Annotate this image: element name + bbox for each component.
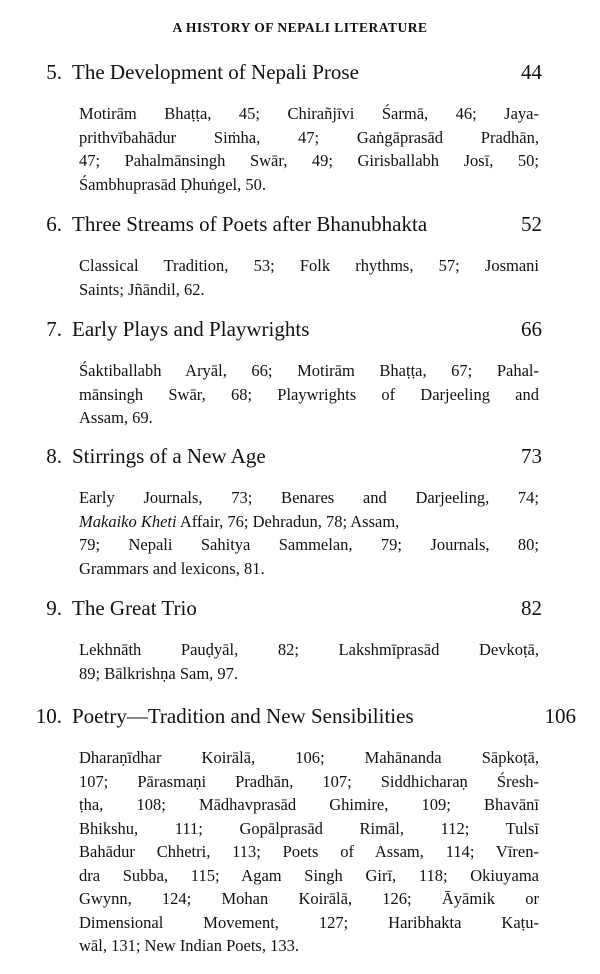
chapter-page-number: 82 bbox=[521, 596, 542, 620]
chapter-number: 5. bbox=[46, 60, 62, 84]
toc-entry-heading bbox=[0, 704, 600, 738]
contents-line: Grammars and lexicons, 81. bbox=[79, 558, 265, 578]
contents-line: Dharaṇīdhar Koirālā, 106; Mahānanda Sāpkoṭā, bbox=[79, 748, 539, 767]
chapter-contents bbox=[79, 254, 539, 301]
toc-entry-heading bbox=[0, 212, 600, 246]
contents-line: Śambhuprasād Ḍhuṅgel, 50. bbox=[79, 174, 266, 194]
toc-entry-chapter-7 bbox=[0, 317, 600, 427]
contents-line: dra Subba, 115; Agam Singh Girī, 118; Okiuyama bbox=[79, 865, 539, 885]
contents-line: Lekhnāth Pauḍyāl, 82; Lakshmīprasād Devkoṭā, bbox=[79, 640, 539, 659]
contents-line: ṭha, 108; Mādhavprasād Ghimire, 109; Bhavānī bbox=[79, 795, 539, 814]
contents-line: Śaktiballabh Aryāl, 66; Motirām Bhaṭṭa, 67; Pahal- bbox=[79, 361, 539, 380]
chapter-number: 9. bbox=[46, 596, 62, 620]
toc-entry-heading bbox=[0, 317, 600, 351]
chapter-page-number: 106 bbox=[544, 704, 576, 728]
chapter-number: 6. bbox=[46, 212, 62, 236]
toc-entry-heading bbox=[0, 444, 600, 478]
contents-line: wāl, 131; New Indian Poets, 133. bbox=[79, 936, 299, 955]
italic-title: Makaiko Kheti bbox=[79, 511, 177, 531]
chapter-page-number: 44 bbox=[521, 60, 542, 84]
chapter-title: Three Streams of Poets after Bhanubhakta bbox=[72, 212, 428, 236]
chapter-number: 7. bbox=[46, 317, 62, 341]
contents-line: prithvībahādur Siṁha, 47; Gaṅgāprasād Pradhān, bbox=[79, 127, 539, 147]
chapter-title: Stirrings of a New Age bbox=[72, 444, 266, 468]
contents-line: Classical Tradition, 53; Folk rhythms, 57; Josmani bbox=[79, 256, 539, 275]
contents-line: Early Journals, 73; Benares and Darjeeling, 74; bbox=[79, 488, 539, 507]
chapter-number: 10. bbox=[35, 704, 62, 728]
chapter-title: The Great Trio bbox=[72, 596, 197, 620]
chapter-title: The Development of Nepali Prose bbox=[72, 60, 359, 84]
contents-line: Saints; Jñāndil, 62. bbox=[79, 279, 205, 299]
toc-entry-heading bbox=[0, 60, 600, 94]
toc-entry-heading bbox=[0, 596, 600, 630]
chapter-page-number: 73 bbox=[521, 444, 542, 468]
chapter-page-number: 66 bbox=[521, 317, 542, 341]
toc-entry-chapter-9 bbox=[0, 596, 600, 683]
chapter-contents bbox=[79, 746, 539, 958]
chapter-contents bbox=[79, 638, 539, 685]
chapter-title: Poetry—Tradition and New Sensibilities bbox=[72, 704, 414, 728]
contents-line: 107; Pārasmaṇi Pradhān, 107; Siddhicharaṇ Śresh- bbox=[79, 771, 539, 791]
running-head: A HISTORY OF NEPALI LITERATURE bbox=[172, 20, 428, 35]
chapter-number: 8. bbox=[46, 444, 62, 468]
chapter-page-number: 52 bbox=[521, 212, 542, 236]
toc-entry-chapter-5 bbox=[0, 60, 600, 194]
contents-line: 79; Nepali Sahitya Sammelan, 79; Journals, 80; bbox=[79, 535, 539, 554]
contents-line: Dimensional Movement, 127; Haribhakta Kaṭu- bbox=[79, 912, 539, 932]
chapter-contents bbox=[79, 359, 539, 430]
chapter-contents bbox=[79, 102, 539, 196]
contents-line: Assam, 69. bbox=[79, 408, 153, 427]
contents-line: Gwynn, 124; Mohan Koirālā, 126; Āyāmik or bbox=[79, 889, 539, 908]
contents-line: mānsingh Swār, 68; Playwrights of Darjeeling and bbox=[79, 384, 539, 404]
contents-line: 89; Bālkrishṇa Sam, 97. bbox=[79, 663, 239, 683]
chapter-contents bbox=[79, 486, 539, 580]
toc-entry-chapter-8 bbox=[0, 444, 600, 578]
toc-entry-chapter-6 bbox=[0, 212, 600, 299]
chapter-title: Early Plays and Playwrights bbox=[72, 317, 310, 341]
contents-line: Motirām Bhaṭṭa, 45; Chirañjīvi Śarmā, 46; Jaya- bbox=[79, 104, 539, 123]
contents-line-mixed bbox=[79, 510, 539, 534]
contents-line: Bahādur Chhetri, 113; Poets of Assam, 114; Vīren- bbox=[79, 842, 539, 861]
toc-entry-chapter-10 bbox=[0, 704, 600, 955]
contents-line: 47; Pahalmānsingh Swār, 49; Girisballabh Josī, 50; bbox=[79, 151, 539, 170]
contents-fragment: Affair, 76; Dehradun, 78; Assam, bbox=[176, 511, 400, 531]
contents-line: Bhikshu, 111; Gopālprasād Rimāl, 112; Tulsī bbox=[79, 818, 539, 838]
